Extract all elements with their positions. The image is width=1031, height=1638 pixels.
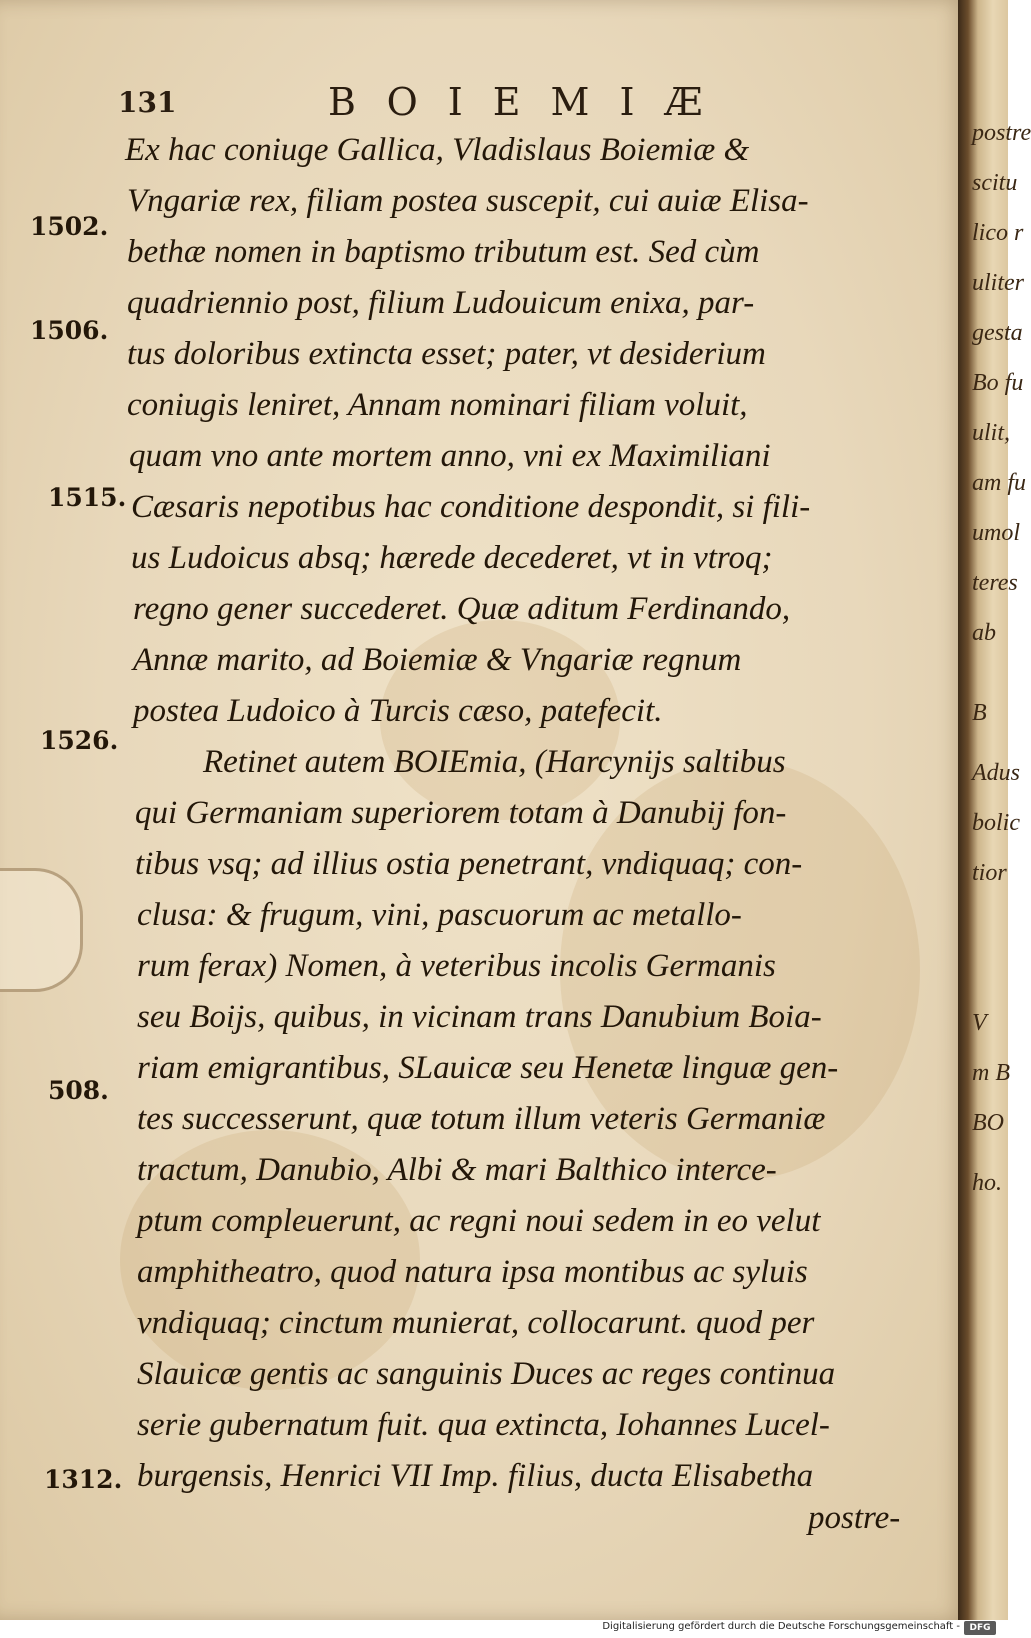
adjacent-page-text: BO <box>972 1110 1004 1136</box>
adjacent-page-text: V <box>972 1010 987 1036</box>
text-line: vndiquaq; cinctum munierat, collocarunt. quod per <box>137 1305 815 1341</box>
text-line: ptum compleuerunt, ac regni noui sedem in eo velut <box>137 1203 821 1239</box>
text-line: amphitheatro, quod natura ipsa montibus ac syluis <box>137 1254 808 1290</box>
text-line: seu Boijs, quibus, in vicinam trans Danubium Boia- <box>137 999 822 1035</box>
margin-year: 1515. <box>48 483 127 512</box>
text-line: Vngariæ rex, filiam postea suscepit, cui auiæ Elisa- <box>127 183 809 219</box>
text-line: clusa: & frugum, vini, pascuorum ac metallo- <box>137 897 742 933</box>
adjacent-page-text: Adus <box>972 760 1020 786</box>
adjacent-page-text: scitu <box>972 170 1018 196</box>
adjacent-page-edge <box>968 0 1031 1620</box>
text-line: burgensis, Henrici VII Imp. filius, ducta Elisabetha <box>137 1458 814 1494</box>
text-line: tus doloribus extincta esset; pater, vt desiderium <box>127 336 766 372</box>
adjacent-page-text: am fu <box>972 470 1026 496</box>
dfg-logo: DFG <box>964 1621 996 1635</box>
running-title: BOIEMIÆ <box>328 80 733 124</box>
text-line: tes successerunt, quæ totum illum veteris Germaniæ <box>137 1101 826 1137</box>
adjacent-page-text: bolic <box>972 810 1020 836</box>
funding-credit: Digitalisierung gefördert durch die Deutsche Forschungsgemeinschaft - <box>602 1621 960 1632</box>
adjacent-page-text: gesta <box>972 320 1023 346</box>
text-line: rum ferax) Nomen, à veteribus incolis Germanis <box>137 948 776 984</box>
page-number: 131 <box>118 86 177 119</box>
adjacent-page-text: ab <box>972 620 996 646</box>
margin-year: 1312. <box>44 1465 123 1494</box>
adjacent-page-text: B <box>972 700 987 726</box>
margin-year: 1502. <box>30 212 109 241</box>
text-line: regno gener succederet. Quæ aditum Ferdinando, <box>133 591 791 627</box>
page-clip <box>0 868 83 992</box>
adjacent-page-text: ulit, <box>972 420 1011 446</box>
text-line: Retinet autem BOIEmia, (Harcynijs saltibus <box>203 744 786 780</box>
running-head <box>118 78 798 130</box>
text-line: serie gubernatum fuit. qua extincta, Iohannes Lucel- <box>137 1407 830 1443</box>
adjacent-page-text: Bo fu <box>972 370 1024 396</box>
text-line: quadriennio post, filium Ludouicum enixa, par- <box>127 285 755 321</box>
text-line: bethæ nomen in baptismo tributum est. Sed cùm <box>127 234 760 270</box>
adjacent-page-text: lico r <box>972 220 1024 246</box>
catchword: postre- <box>808 1500 901 1536</box>
text-line: tibus vsq; ad illius ostia penetrant, vndiquaq; con- <box>135 846 803 882</box>
text-line: Annæ marito, ad Boiemiæ & Vngariæ regnum <box>133 642 742 678</box>
text-line: Slauicæ gentis ac sanguinis Duces ac reges continua <box>137 1356 836 1392</box>
margin-year: 508. <box>48 1076 109 1105</box>
text-line: quam vno ante mortem anno, vni ex Maximiliani <box>129 438 771 474</box>
margin-year: 1526. <box>40 726 119 755</box>
digitization-footer <box>0 1620 1000 1638</box>
text-line: coniugis leniret, Annam nominari filiam voluit, <box>127 387 748 423</box>
adjacent-page-text: m B <box>972 1060 1010 1086</box>
text-line: riam emigrantibus, SLauicæ seu Henetæ linguæ gen- <box>137 1050 839 1086</box>
text-line: qui Germaniam superiorem totam à Danubij fon- <box>135 795 787 831</box>
adjacent-page-text: umol <box>972 520 1020 546</box>
adjacent-page-text: uliter <box>972 270 1024 296</box>
text-line: postea Ludoico à Turcis cæso, patefecit. <box>133 693 663 729</box>
text-line: us Ludoicus absq; hærede decederet, vt in vtroq; <box>131 540 773 576</box>
adjacent-page-text: postre <box>972 120 1031 146</box>
text-line: tractum, Danubio, Albi & mari Balthico interce- <box>137 1152 777 1188</box>
adjacent-page-text: teres <box>972 570 1018 596</box>
adjacent-page-text: ho. <box>972 1170 1002 1196</box>
text-line: Ex hac coniuge Gallica, Vladislaus Boiemiæ & <box>125 132 750 168</box>
margin-year: 1506. <box>30 316 109 345</box>
adjacent-page-text: tior <box>972 860 1007 886</box>
text-line: Cæsaris nepotibus hac conditione despondit, si fili- <box>131 489 811 525</box>
